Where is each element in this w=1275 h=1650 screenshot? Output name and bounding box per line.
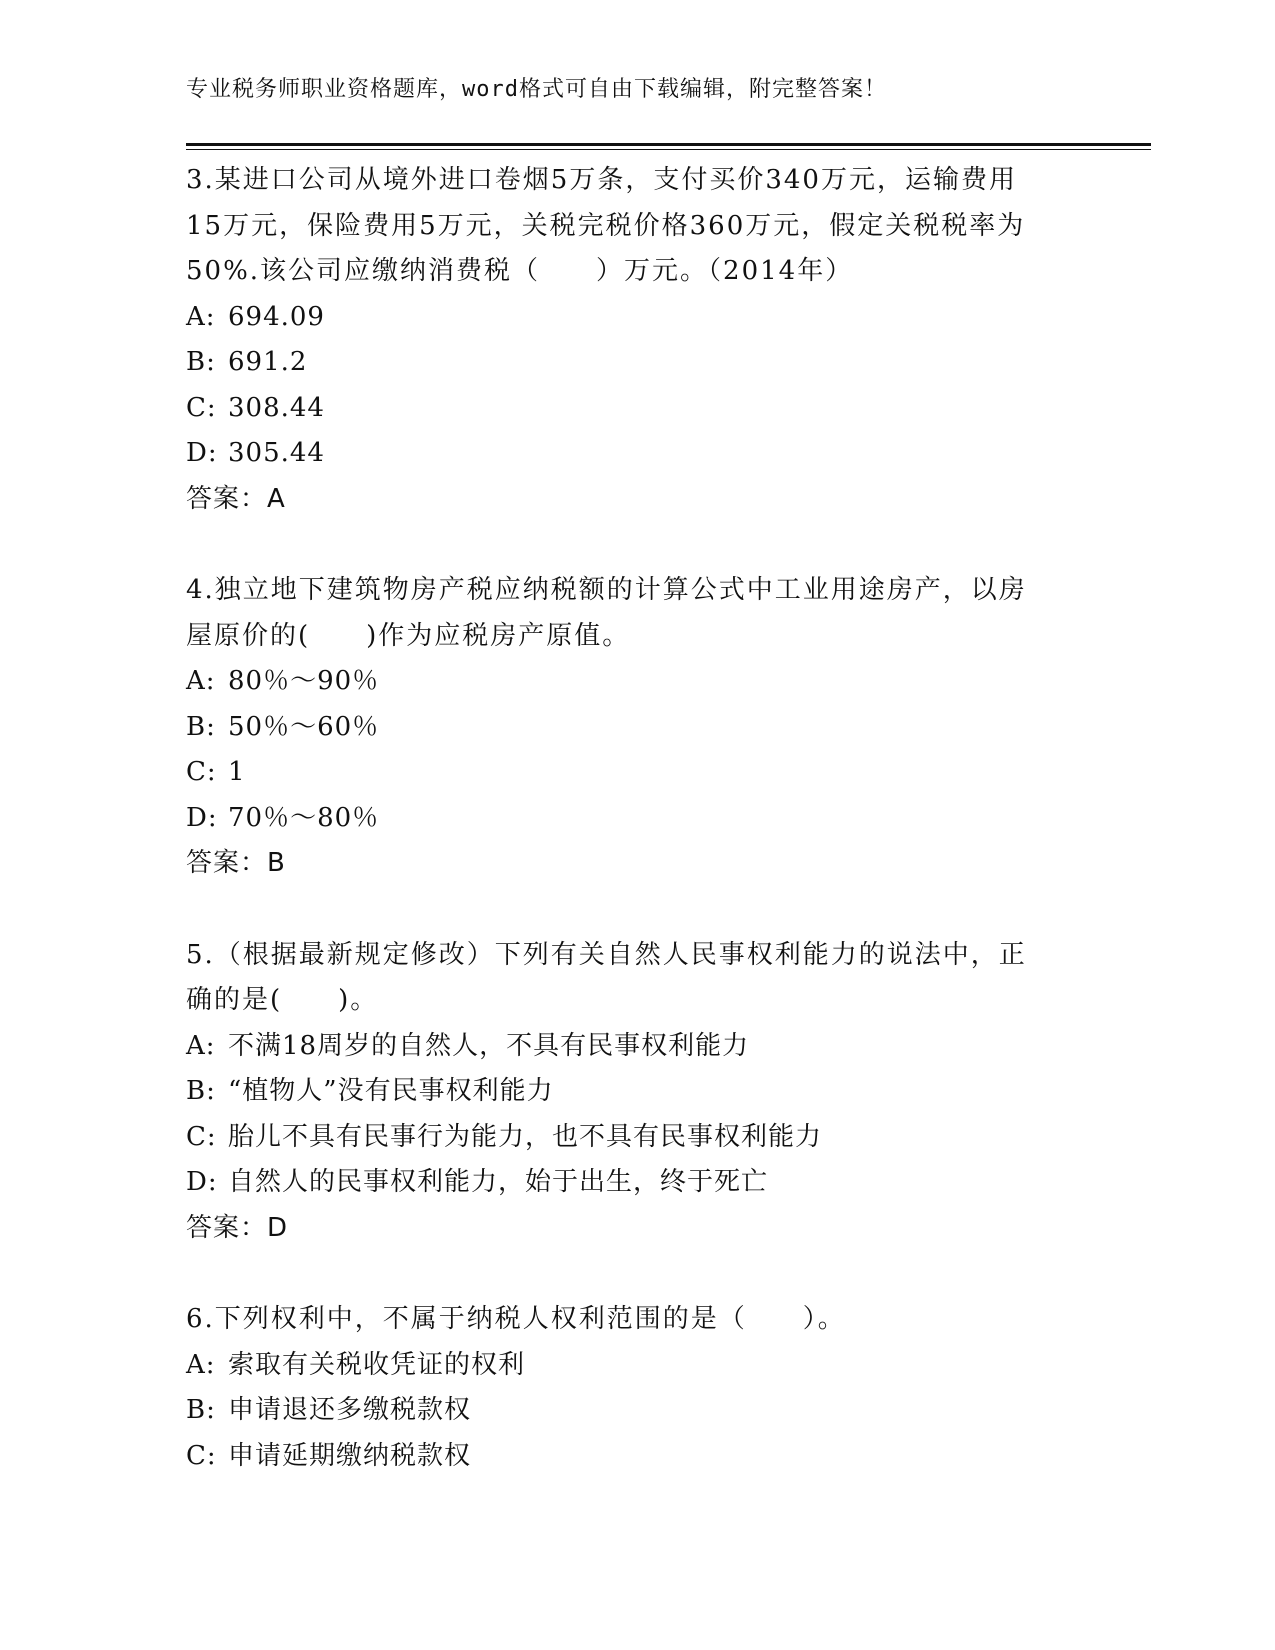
answer-line: 答案：A (186, 483, 286, 514)
option-text: 胎儿不具有民事行为能力，也不具有民事权利能力 (228, 1121, 823, 1152)
question-list (186, 158, 1076, 1479)
option-c (186, 386, 1076, 432)
option-key: C: (186, 392, 217, 423)
option-text: 305.44 (228, 438, 325, 468)
header-rule-thick (186, 143, 1151, 146)
option-key: D: (186, 438, 218, 468)
option-text: “植物人”没有民事权利能力 (228, 1076, 554, 1106)
option-key: A: (186, 1030, 216, 1061)
option-key: D: (186, 802, 218, 833)
option-text: 自然人的民事权利能力，始于出生，终于死亡 (228, 1167, 769, 1197)
option-key: D: (186, 1167, 218, 1197)
question-text-line: 5.（根据最新规定修改）下列有关自然人民事权利能力的说法中，正 (186, 939, 1027, 970)
question-text-line: 50%.该公司应缴纳消费税（ ）万元。（2014年） (186, 256, 854, 286)
question-text-line: 屋原价的( )作为应税房产原值。 (186, 620, 631, 651)
option-b (186, 1388, 1076, 1434)
question-text-line: 6.下列权利中，不属于纳税人权利范围的是（ ）。 (186, 1304, 846, 1334)
option-b (186, 1069, 1076, 1115)
question-text-line: 15万元，保险费用5万元，关税完税价格360万元，假定关税税率为 (186, 210, 1026, 241)
option-a (186, 1343, 1076, 1389)
option-key: B: (186, 1395, 216, 1425)
option-key: B: (186, 711, 216, 742)
option-text: 50％～60％ (228, 711, 380, 742)
option-d (186, 431, 1076, 477)
page-header: 专业税务师职业资格题库，word格式可自由下载编辑，附完整答案！ (186, 77, 887, 102)
option-text: 70％～80％ (228, 802, 380, 833)
option-c (186, 750, 1076, 796)
option-text: 694.09 (228, 301, 325, 332)
option-text: 索取有关税收凭证的权利 (228, 1349, 526, 1380)
option-a (186, 659, 1076, 705)
option-d (186, 1160, 1076, 1206)
question-3 (186, 158, 1076, 522)
answer-line: 答案：D (186, 1212, 289, 1243)
question-text-line: 4.独立地下建筑物房产税应纳税额的计算公式中工业用途房产，以房 (186, 575, 1027, 605)
option-key: B: (186, 347, 216, 377)
option-text: 不满18周岁的自然人，不具有民事权利能力 (228, 1030, 750, 1061)
question-text-line: 3.某进口公司从境外进口卷烟5万条，支付买价340万元，运输费用 (186, 165, 1017, 195)
option-text: 80％～90％ (228, 666, 380, 696)
option-text: 1 (228, 757, 246, 787)
option-text: 申请延期缴纳税款权 (228, 1440, 472, 1471)
option-text: 691.2 (228, 347, 308, 377)
question-text-line: 确的是( )。 (186, 985, 379, 1015)
option-b (186, 705, 1076, 751)
answer-line: 答案：B (186, 848, 286, 878)
question-4 (186, 568, 1076, 887)
option-b (186, 340, 1076, 386)
option-key: C: (186, 1121, 217, 1152)
option-text: 申请退还多缴税款权 (228, 1395, 472, 1425)
question-5 (186, 933, 1076, 1252)
option-a (186, 1024, 1076, 1070)
option-key: C: (186, 1440, 217, 1471)
option-key: C: (186, 757, 217, 787)
option-a (186, 295, 1076, 341)
option-key: A: (186, 666, 216, 696)
option-c (186, 1434, 1076, 1480)
option-key: B: (186, 1076, 216, 1106)
option-text: 308.44 (228, 392, 325, 423)
option-c (186, 1115, 1076, 1161)
header-rule-thin (186, 149, 1151, 150)
option-key: A: (186, 301, 216, 332)
question-6 (186, 1297, 1076, 1479)
option-key: A: (186, 1349, 216, 1380)
option-d (186, 796, 1076, 842)
